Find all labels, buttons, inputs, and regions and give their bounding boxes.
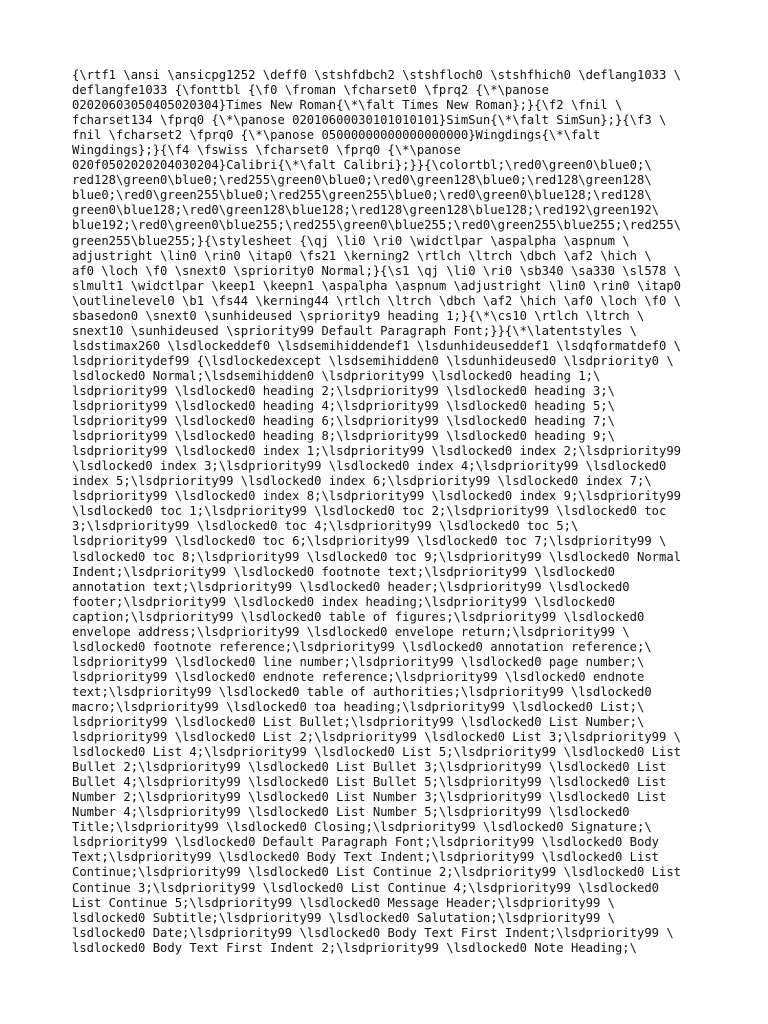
rtf-source-text	[72, 68, 712, 956]
text-line: lsdpriority99 \lsdlocked0 heading 6;\lsdpriority99 \lsdlocked0 heading 7;\	[72, 414, 615, 429]
text-line: Text;\lsdpriority99 \lsdlocked0 Body Text Indent;\lsdpriority99 \lsdlocked0 List	[72, 850, 659, 865]
text-line: lsdlocked0 footnote reference;\lsdpriority99 \lsdlocked0 annotation reference;\	[72, 639, 652, 654]
text-line: lsdpriority99 \lsdlocked0 heading 8;\lsdpriority99 \lsdlocked0 heading 9;\	[72, 429, 615, 444]
text-line: fnil \fcharset2 \fprq0 {\*\panose 05000000000000000000}Wingdings{\*\falt	[72, 128, 601, 143]
text-line: Bullet 2;\lsdpriority99 \lsdlocked0 List Bullet 3;\lsdpriority99 \lsdlocked0 List	[72, 760, 667, 775]
rtf-source-page	[72, 68, 712, 956]
text-line: Indent;\lsdpriority99 \lsdlocked0 footnote text;\lsdpriority99 \lsdlocked0	[72, 564, 615, 579]
text-line: text;\lsdpriority99 \lsdlocked0 table of authorities;\lsdpriority99 \lsdlocked0	[72, 684, 652, 699]
text-line: \lsdlocked0 toc 1;\lsdpriority99 \lsdlocked0 toc 2;\lsdpriority99 \lsdlocked0 toc	[72, 504, 667, 519]
text-line: lsdpriority99 \lsdlocked0 toc 6;\lsdpriority99 \lsdlocked0 toc 7;\lsdpriority99 \	[72, 534, 667, 549]
text-line: lsdstimax260 \lsdlockeddef0 \lsdsemihiddendef1 \lsdunhideuseddef1 \lsdqformatdef0 \	[72, 338, 682, 353]
text-line: lsdlocked0 Date;\lsdpriority99 \lsdlocked0 Body Text First Indent;\lsdpriority99 \	[72, 925, 674, 940]
text-line: slmult1 \widctlpar \keep1 \keepn1 \aspalpha \aspnum \adjustright \lin0 \rin0 \itap0	[72, 278, 682, 293]
text-line: lsdpriority99 \lsdlocked0 List Bullet;\lsdpriority99 \lsdlocked0 List Number;\	[72, 715, 645, 730]
text-line: green255\blue255;}{\stylesheet {\qj \li0 \ri0 \widctlpar \aspalpha \aspnum \	[72, 233, 630, 248]
text-line: af0 \loch \f0 \snext0 \spriority0 Normal;}{\s1 \qj \li0 \ri0 \sb340 \sa330 \sl578 \	[72, 263, 682, 278]
text-line: Number 4;\lsdpriority99 \lsdlocked0 List Number 5;\lsdpriority99 \lsdlocked0	[72, 805, 630, 820]
text-line: lsdpriority99 \lsdlocked0 heading 2;\lsdpriority99 \lsdlocked0 heading 3;\	[72, 383, 615, 398]
text-line: caption;\lsdpriority99 \lsdlocked0 table of figures;\lsdpriority99 \lsdlocked0	[72, 609, 645, 624]
text-line: Continue;\lsdpriority99 \lsdlocked0 List Continue 2;\lsdpriority99 \lsdlocked0 List	[72, 865, 682, 880]
text-line: 020f0502020204030204}Calibri{\*\falt Calibri};}}{\colortbl;\red0\green0\blue0;\	[72, 158, 652, 173]
text-line: 3;\lsdpriority99 \lsdlocked0 toc 4;\lsdpriority99 \lsdlocked0 toc 5;\	[72, 519, 579, 534]
text-line: footer;\lsdpriority99 \lsdlocked0 index heading;\lsdpriority99 \lsdlocked0	[72, 594, 615, 609]
text-line: blue192;\red0\green0\blue255;\red255\green0\blue255;\red0\green255\blue255;\red255\	[72, 218, 682, 233]
text-line: annotation text;\lsdpriority99 \lsdlocked0 header;\lsdpriority99 \lsdlocked0	[72, 579, 630, 594]
text-line: Continue 3;\lsdpriority99 \lsdlocked0 List Continue 4;\lsdpriority99 \lsdlocked0	[72, 880, 659, 895]
text-line: red128\green0\blue0;\red255\green0\blue0;\red0\green128\blue0;\red128\green128\	[72, 173, 652, 188]
text-line: index 5;\lsdpriority99 \lsdlocked0 index 6;\lsdpriority99 \lsdlocked0 index 7;\	[72, 474, 652, 489]
text-line: lsdlocked0 Subtitle;\lsdpriority99 \lsdlocked0 Salutation;\lsdpriority99 \	[72, 910, 615, 925]
text-line: snext10 \sunhideused \spriority99 Default Paragraph Font;}}{\*\latentstyles \	[72, 323, 637, 338]
text-line: Number 2;\lsdpriority99 \lsdlocked0 List Number 3;\lsdpriority99 \lsdlocked0 List	[72, 790, 667, 805]
text-line: deflangfe1033 {\fonttbl {\f0 \froman \fcharset0 \fprq2 {\*\panose	[72, 83, 549, 98]
text-line: fcharset134 \fprq0 {\*\panose 02010600030101010101}SimSun{\*\falt SimSun};}{\f3 \	[72, 113, 667, 128]
text-line: lsdpriority99 \lsdlocked0 endnote reference;\lsdpriority99 \lsdlocked0 endnote	[72, 669, 645, 684]
text-line: Bullet 4;\lsdpriority99 \lsdlocked0 List Bullet 5;\lsdpriority99 \lsdlocked0 List	[72, 775, 667, 790]
text-line: green0\blue128;\red0\green128\blue128;\red128\green128\blue128;\red192\green192\	[72, 203, 659, 218]
text-line: lsdlocked0 toc 8;\lsdpriority99 \lsdlocked0 toc 9;\lsdpriority99 \lsdlocked0 Normal	[72, 549, 682, 564]
text-line: lsdpriority99 \lsdlocked0 line number;\lsdpriority99 \lsdlocked0 page number;\	[72, 654, 645, 669]
text-line: sbasedon0 \snext0 \sunhideused \spriority9 heading 1;}{\*\cs10 \rtlch \ltrch \	[72, 308, 645, 323]
text-line: \lsdlocked0 index 3;\lsdpriority99 \lsdlocked0 index 4;\lsdpriority99 \lsdlocked0	[72, 459, 667, 474]
text-line: Wingdings};}{\f4 \fswiss \fcharset0 \fprq0 {\*\panose	[72, 143, 461, 158]
text-line: blue0;\red0\green255\blue0;\red255\green255\blue0;\red0\green0\blue128;\red128\	[72, 188, 652, 203]
text-line: {\rtf1 \ansi \ansicpg1252 \deff0 \stshfdbch2 \stshfloch0 \stshfhich0 \deflang1033 \	[72, 68, 682, 82]
text-line: envelope address;\lsdpriority99 \lsdlocked0 envelope return;\lsdpriority99 \	[72, 624, 630, 639]
text-line: \outlinelevel0 \b1 \fs44 \kerning44 \rtlch \ltrch \dbch \af2 \hich \af0 \loch \f0 \	[72, 293, 682, 308]
text-line: lsdpriority99 \lsdlocked0 index 1;\lsdpriority99 \lsdlocked0 index 2;\lsdpriority99	[72, 444, 682, 459]
text-line: adjustright \lin0 \rin0 \itap0 \fs21 \kerning2 \rtlch \ltrch \dbch \af2 \hich \	[72, 248, 652, 263]
text-line: lsdpriority99 \lsdlocked0 heading 4;\lsdpriority99 \lsdlocked0 heading 5;\	[72, 399, 615, 414]
text-line: List Continue 5;\lsdpriority99 \lsdlocked0 Message Header;\lsdpriority99 \	[72, 895, 615, 910]
text-line: lsdlocked0 Body Text First Indent 2;\lsdpriority99 \lsdlocked0 Note Heading;\	[72, 940, 637, 955]
text-line: lsdlocked0 List 4;\lsdpriority99 \lsdlocked0 List 5;\lsdpriority99 \lsdlocked0 List	[72, 745, 682, 760]
text-line: lsdpriority99 \lsdlocked0 index 8;\lsdpriority99 \lsdlocked0 index 9;\lsdpriority99	[72, 489, 682, 504]
text-line: macro;\lsdpriority99 \lsdlocked0 toa heading;\lsdpriority99 \lsdlocked0 List;\	[72, 699, 645, 714]
text-line: lsdpriority99 \lsdlocked0 Default Paragraph Font;\lsdpriority99 \lsdlocked0 Body	[72, 835, 659, 850]
text-line: lsdprioritydef99 {\lsdlockedexcept \lsdsemihidden0 \lsdunhideused0 \lsdpriority0 \	[72, 353, 674, 368]
text-line: Title;\lsdpriority99 \lsdlocked0 Closing;\lsdpriority99 \lsdlocked0 Signature;\	[72, 820, 652, 835]
text-line: lsdlocked0 Normal;\lsdsemihidden0 \lsdpriority99 \lsdlocked0 heading 1;\	[72, 368, 601, 383]
text-line: 02020603050405020304}Times New Roman{\*\falt Times New Roman};}{\f2 \fnil \	[72, 98, 623, 113]
text-line: lsdpriority99 \lsdlocked0 List 2;\lsdpriority99 \lsdlocked0 List 3;\lsdpriority99 \	[72, 730, 682, 745]
